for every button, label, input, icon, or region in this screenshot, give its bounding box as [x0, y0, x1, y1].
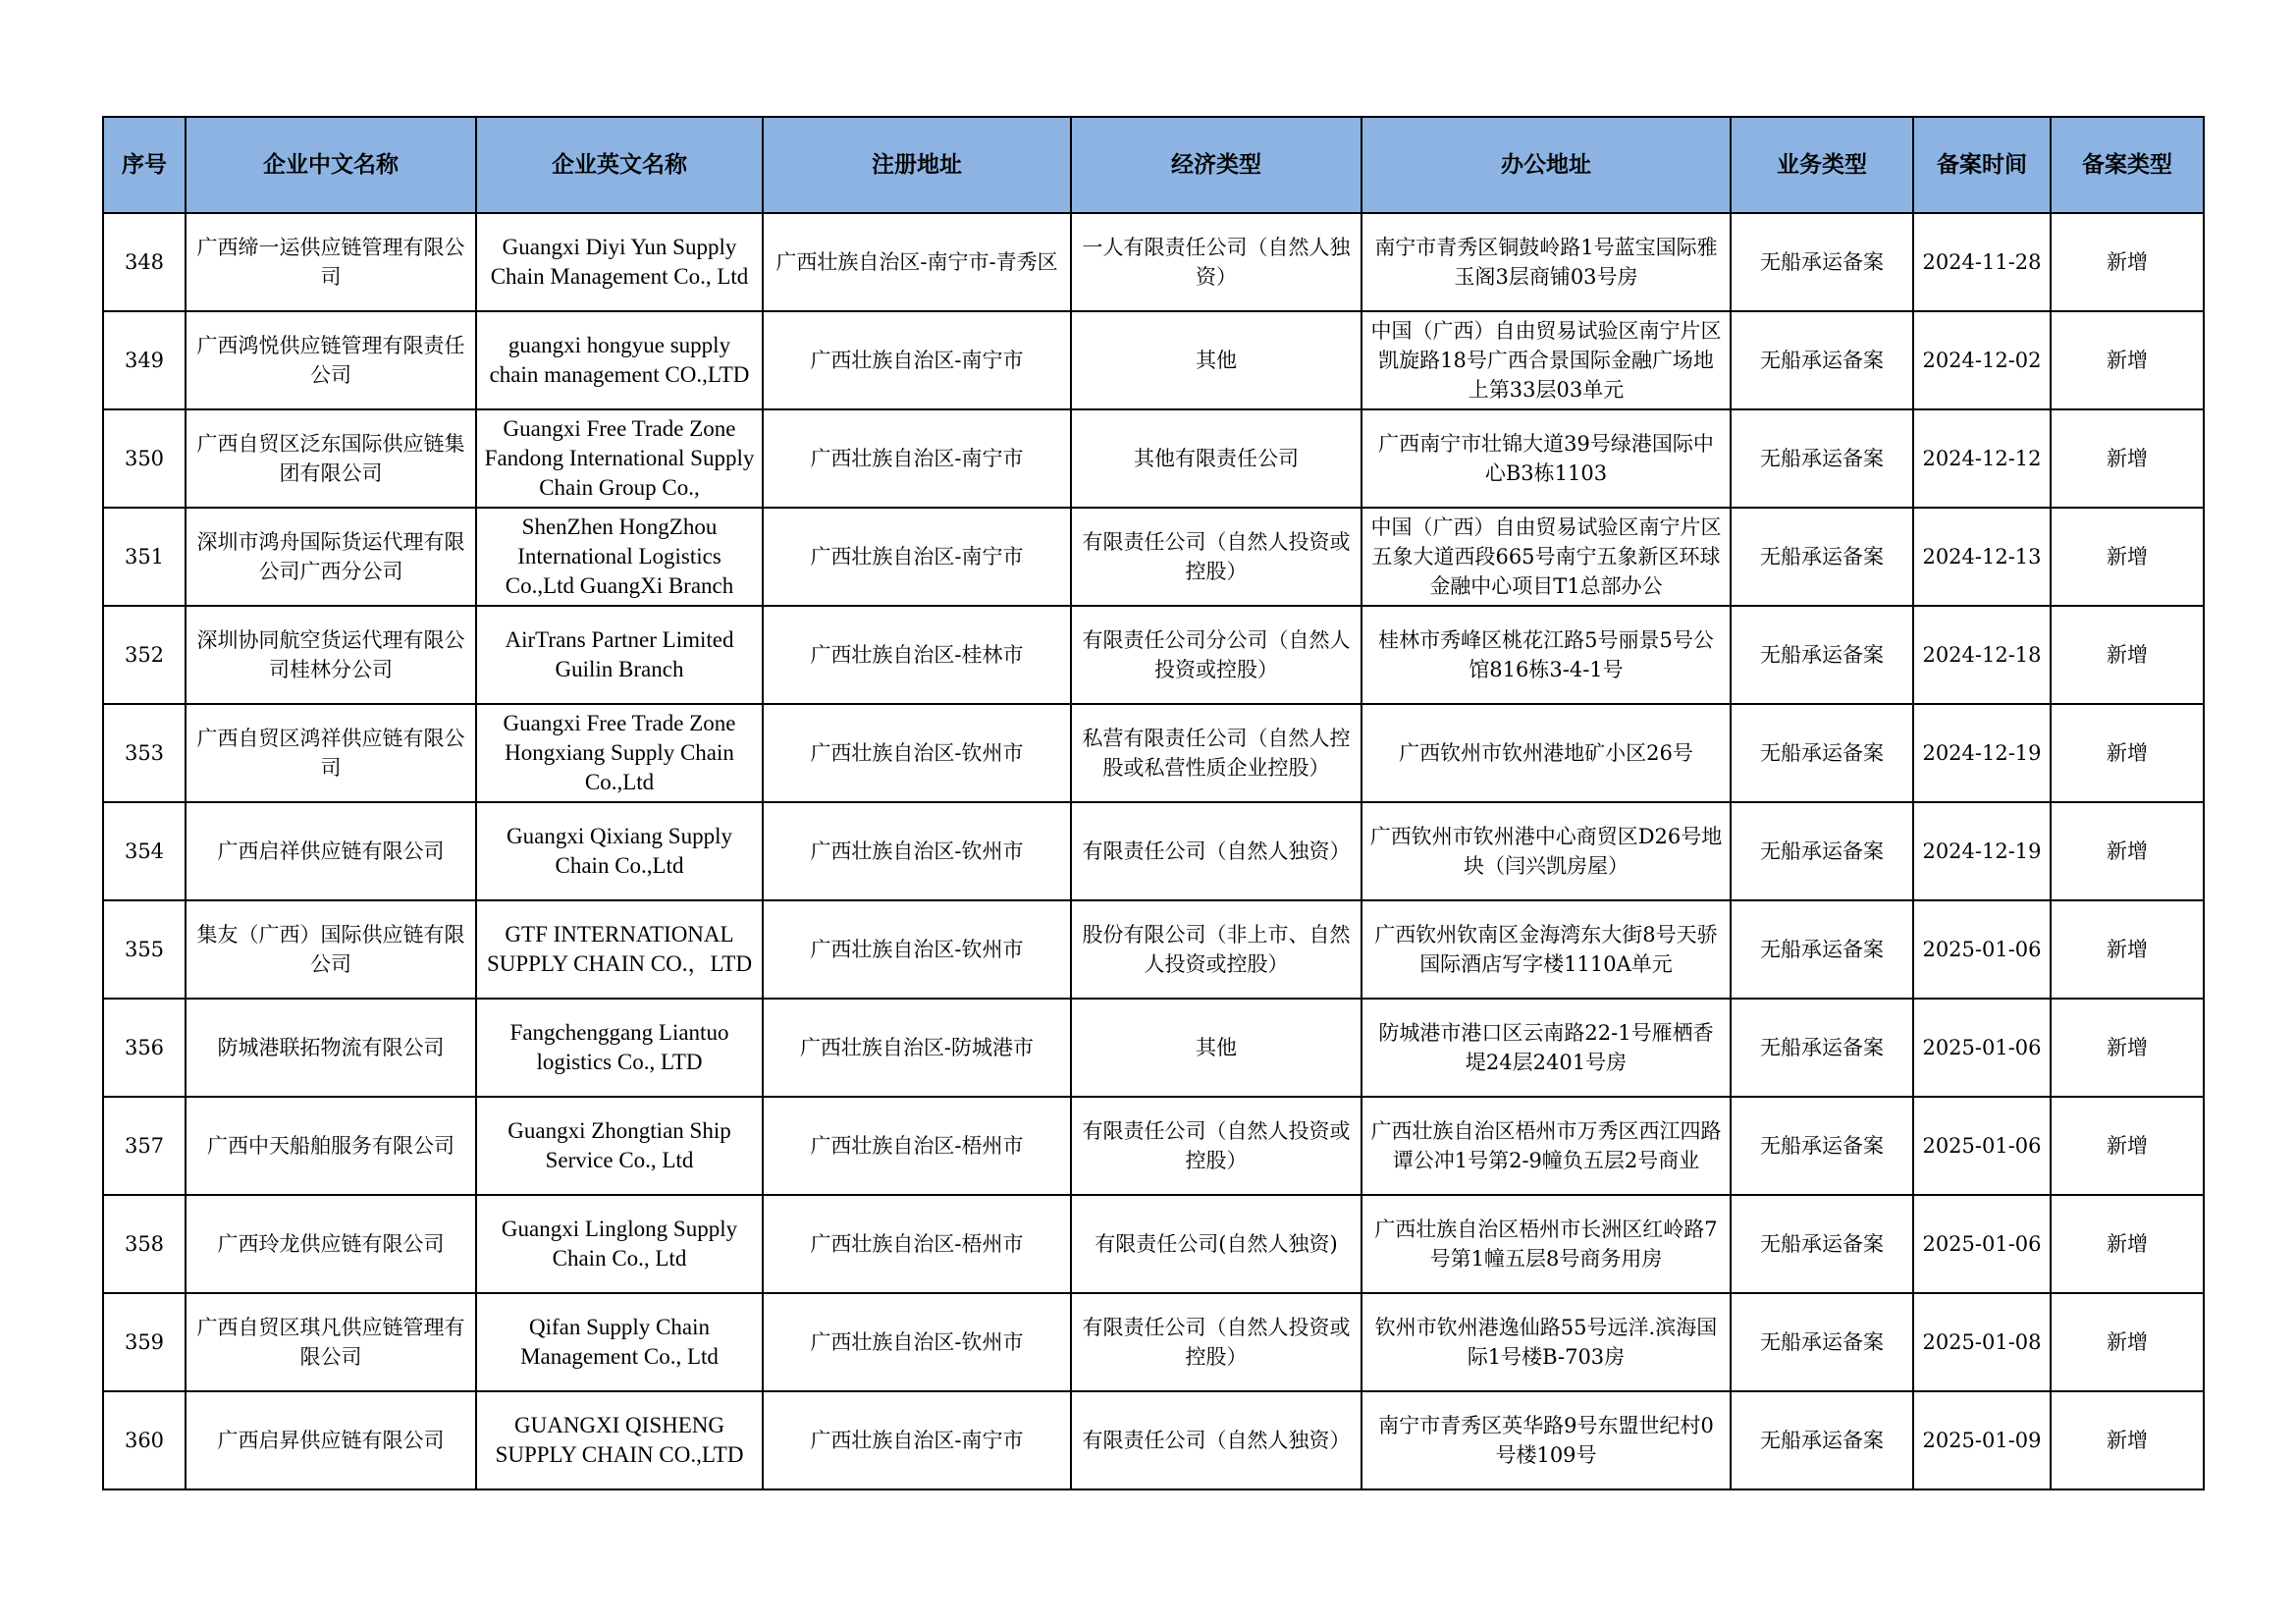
header-row — [103, 117, 2204, 213]
cell-cn-name-text: 广西鸿悦供应链管理有限责任公司 — [196, 334, 465, 387]
cell-reg-address — [763, 311, 1071, 409]
cell-index — [103, 999, 186, 1097]
cell-reg-address — [763, 999, 1071, 1097]
cell-office-address — [1362, 1195, 1731, 1293]
cell-cn-name-text: 广西自贸区鸿祥供应链有限公司 — [196, 727, 465, 780]
cell-economic-type-text: 有限责任公司（自然人投资或控股） — [1082, 1119, 1351, 1172]
cell-filing-type-text: 新增 — [2107, 741, 2148, 765]
cell-office-address — [1362, 900, 1731, 999]
cell-index — [103, 1293, 186, 1391]
cell-filing-type — [2051, 508, 2204, 606]
cell-economic-type-text: 私营有限责任公司（自然人控股或私营性质企业控股） — [1082, 727, 1351, 780]
cell-economic-type — [1071, 802, 1362, 900]
cell-office-address-text: 广西钦州市钦州港地矿小区26号 — [1399, 741, 1693, 765]
cell-filing-type-text: 新增 — [2107, 1330, 2148, 1354]
cell-index-text: 360 — [124, 1429, 165, 1452]
cell-filing-type-text: 新增 — [2107, 938, 2148, 961]
cell-reg-address-text: 广西壮族自治区-钦州市 — [810, 1330, 1024, 1354]
cell-cn-name — [186, 311, 476, 409]
cell-office-address-text: 南宁市青秀区铜鼓岭路1号蓝宝国际雅玉阁3层商铺03号房 — [1374, 236, 1718, 289]
cell-economic-type-text: 其他有限责任公司 — [1134, 447, 1299, 470]
cell-reg-address — [763, 1195, 1071, 1293]
cell-index — [103, 1391, 186, 1489]
col-header-cn-name: 企业中文名称 — [186, 117, 476, 213]
col-header-en-name: 企业英文名称 — [476, 117, 763, 213]
cell-index-text: 353 — [124, 741, 165, 765]
table-row — [103, 1195, 2204, 1293]
cell-filing-date-text: 2024-12-19 — [1922, 741, 2042, 765]
cell-business-type-text: 无船承运备案 — [1760, 839, 1884, 863]
cell-index — [103, 802, 186, 900]
cell-filing-date — [1913, 999, 2051, 1097]
cell-cn-name — [186, 409, 476, 508]
cell-economic-type-text: 有限责任公司（自然人独资） — [1082, 839, 1351, 863]
cell-filing-type — [2051, 311, 2204, 409]
cell-en-name-text: Fangchenggang Liantuo logistics Co., LTD — [509, 1020, 729, 1074]
cell-en-name-text: Guangxi Diyi Yun Supply Chain Management Co., Ltd — [490, 235, 749, 289]
cell-reg-address — [763, 508, 1071, 606]
cell-index-text: 352 — [124, 643, 165, 667]
cell-filing-date-text: 2025-01-06 — [1922, 1232, 2042, 1256]
col-header-reg-address: 注册地址 — [763, 117, 1071, 213]
cell-filing-date-text: 2025-01-06 — [1922, 1036, 2042, 1059]
cell-office-address-text: 中国（广西）自由贸易试验区南宁片区凯旋路18号广西合景国际金融广场地上第33层03单元 — [1370, 319, 1722, 402]
cell-economic-type-text: 有限责任公司(自然人独资) — [1095, 1232, 1338, 1256]
cell-filing-type — [2051, 409, 2204, 508]
cell-economic-type — [1071, 999, 1362, 1097]
cell-office-address-text: 广西钦州钦南区金海湾东大街8号天骄国际酒店写字楼1110A单元 — [1374, 923, 1718, 976]
cell-office-address-text: 钦州市钦州港逸仙路55号远洋.滨海国际1号楼B-703房 — [1374, 1316, 1718, 1369]
cell-business-type — [1731, 1195, 1913, 1293]
cell-cn-name-text: 广西自贸区琪凡供应链管理有限公司 — [196, 1316, 465, 1369]
cell-filing-date — [1913, 311, 2051, 409]
cell-filing-date — [1913, 900, 2051, 999]
table-row — [103, 1097, 2204, 1195]
cell-cn-name-text: 广西缔一运供应链管理有限公司 — [196, 236, 465, 289]
cell-en-name — [476, 606, 763, 704]
cell-filing-date-text: 2024-12-02 — [1922, 349, 2042, 372]
cell-business-type-text: 无船承运备案 — [1760, 1429, 1884, 1452]
cell-reg-address-text: 广西壮族自治区-梧州市 — [810, 1134, 1024, 1158]
cell-cn-name-text: 深圳协同航空货运代理有限公司桂林分公司 — [196, 628, 465, 681]
cell-en-name-text: ShenZhen HongZhou International Logistics Co.,Ltd GuangXi Branch — [505, 514, 734, 598]
cell-office-address — [1362, 1293, 1731, 1391]
cell-cn-name — [186, 1097, 476, 1195]
cell-filing-date-text: 2025-01-06 — [1922, 938, 2042, 961]
cell-filing-date-text: 2024-12-13 — [1922, 545, 2042, 568]
cell-cn-name-text: 广西启祥供应链有限公司 — [217, 839, 445, 863]
cell-index-text: 354 — [124, 839, 165, 863]
cell-filing-date — [1913, 704, 2051, 802]
cell-cn-name — [186, 213, 476, 311]
cell-reg-address-text: 广西壮族自治区-南宁市 — [810, 545, 1024, 568]
cell-office-address — [1362, 508, 1731, 606]
cell-economic-type — [1071, 508, 1362, 606]
cell-reg-address-text: 广西壮族自治区-钦州市 — [810, 741, 1024, 765]
cell-en-name — [476, 999, 763, 1097]
cell-business-type — [1731, 900, 1913, 999]
cell-en-name-text: Guangxi Zhongtian Ship Service Co., Ltd — [507, 1118, 731, 1172]
cell-filing-type — [2051, 1391, 2204, 1489]
cell-en-name-text: GUANGXI QISHENG SUPPLY CHAIN CO.,LTD — [495, 1413, 744, 1467]
cell-en-name-text: GTF INTERNATIONAL SUPPLY CHAIN CO.，LTD — [486, 922, 753, 976]
cell-filing-date-text: 2025-01-08 — [1922, 1330, 2042, 1354]
cell-cn-name — [186, 802, 476, 900]
cell-business-type-text: 无船承运备案 — [1760, 741, 1884, 765]
cell-en-name — [476, 704, 763, 802]
cell-reg-address — [763, 1293, 1071, 1391]
cell-economic-type — [1071, 1293, 1362, 1391]
cell-filing-date — [1913, 606, 2051, 704]
cell-business-type — [1731, 409, 1913, 508]
table-row — [103, 311, 2204, 409]
table-header — [103, 117, 2204, 213]
table-row — [103, 999, 2204, 1097]
cell-en-name-text: Qifan Supply Chain Management Co., Ltd — [520, 1315, 719, 1369]
cell-filing-type — [2051, 1293, 2204, 1391]
cell-filing-type — [2051, 999, 2204, 1097]
cell-office-address — [1362, 311, 1731, 409]
cell-business-type — [1731, 508, 1913, 606]
cell-cn-name-text: 广西玲龙供应链有限公司 — [217, 1232, 445, 1256]
cell-economic-type — [1071, 213, 1362, 311]
cell-business-type — [1731, 213, 1913, 311]
cell-reg-address — [763, 1391, 1071, 1489]
cell-cn-name — [186, 999, 476, 1097]
cell-reg-address — [763, 900, 1071, 999]
cell-en-name — [476, 311, 763, 409]
enterprise-filing-table — [102, 116, 2205, 1490]
cell-business-type-text: 无船承运备案 — [1760, 545, 1884, 568]
cell-office-address — [1362, 1097, 1731, 1195]
cell-en-name — [476, 409, 763, 508]
cell-economic-type — [1071, 1195, 1362, 1293]
cell-office-address — [1362, 409, 1731, 508]
cell-economic-type-text: 一人有限责任公司（自然人独资） — [1082, 236, 1351, 289]
cell-office-address — [1362, 704, 1731, 802]
cell-cn-name-text: 广西启昇供应链有限公司 — [217, 1429, 445, 1452]
cell-filing-date — [1913, 802, 2051, 900]
cell-cn-name — [186, 1391, 476, 1489]
cell-en-name — [476, 213, 763, 311]
cell-index-text: 351 — [124, 545, 165, 568]
cell-office-address — [1362, 213, 1731, 311]
cell-index-text: 356 — [124, 1036, 165, 1059]
cell-filing-type-text: 新增 — [2107, 643, 2148, 667]
cell-reg-address — [763, 704, 1071, 802]
cell-filing-date — [1913, 1097, 2051, 1195]
cell-reg-address — [763, 1097, 1071, 1195]
cell-reg-address-text: 广西壮族自治区-钦州市 — [810, 839, 1024, 863]
cell-en-name-text: AirTrans Partner Limited Guilin Branch — [505, 627, 734, 681]
cell-en-name-text: Guangxi Free Trade Zone Hongxiang Supply Chain Co.,Ltd — [503, 711, 736, 794]
cell-office-address-text: 广西壮族自治区梧州市万秀区西江四路谭公冲1号第2-9幢负五层2号商业 — [1370, 1119, 1722, 1172]
cell-office-address — [1362, 999, 1731, 1097]
cell-filing-date-text: 2025-01-06 — [1922, 1134, 2042, 1158]
cell-filing-date — [1913, 508, 2051, 606]
cell-business-type-text: 无船承运备案 — [1760, 447, 1884, 470]
cell-economic-type — [1071, 1391, 1362, 1489]
cell-filing-type — [2051, 606, 2204, 704]
cell-filing-type-text: 新增 — [2107, 1134, 2148, 1158]
cell-economic-type — [1071, 900, 1362, 999]
cell-reg-address-text: 广西壮族自治区-南宁市 — [810, 349, 1024, 372]
table-row — [103, 1391, 2204, 1489]
cell-cn-name-text: 深圳市鸿舟国际货运代理有限公司广西分公司 — [196, 530, 465, 583]
cell-filing-type — [2051, 802, 2204, 900]
cell-economic-type-text: 股份有限公司（非上市、自然人投资或控股） — [1082, 923, 1351, 976]
cell-office-address — [1362, 1391, 1731, 1489]
cell-index — [103, 213, 186, 311]
cell-filing-type-text: 新增 — [2107, 545, 2148, 568]
cell-index-text: 359 — [124, 1330, 165, 1354]
cell-office-address-text: 桂林市秀峰区桃花江路5号丽景5号公馆816栋3-4-1号 — [1378, 628, 1714, 681]
cell-filing-date — [1913, 1195, 2051, 1293]
cell-business-type-text: 无船承运备案 — [1760, 349, 1884, 372]
cell-filing-type — [2051, 900, 2204, 999]
table-row — [103, 606, 2204, 704]
cell-filing-date — [1913, 213, 2051, 311]
cell-filing-type — [2051, 213, 2204, 311]
cell-cn-name-text: 广西自贸区泛东国际供应链集团有限公司 — [196, 432, 465, 485]
cell-office-address-text: 广西钦州市钦州港中心商贸区D26号地块（闫兴凯房屋） — [1369, 825, 1723, 878]
cell-en-name — [476, 1195, 763, 1293]
cell-filing-date — [1913, 1293, 2051, 1391]
cell-reg-address — [763, 606, 1071, 704]
cell-filing-type — [2051, 1097, 2204, 1195]
col-header-filing-date: 备案时间 — [1913, 117, 2051, 213]
cell-index — [103, 1097, 186, 1195]
col-header-index: 序号 — [103, 117, 186, 213]
cell-business-type — [1731, 311, 1913, 409]
cell-economic-type-text: 有限责任公司（自然人独资） — [1082, 1429, 1351, 1452]
cell-business-type-text: 无船承运备案 — [1760, 1134, 1884, 1158]
cell-en-name — [476, 508, 763, 606]
cell-office-address-text: 广西壮族自治区梧州市长洲区红岭路7号第1幢五层8号商务用房 — [1374, 1218, 1718, 1271]
cell-filing-date-text: 2024-12-18 — [1922, 643, 2042, 667]
cell-filing-type-text: 新增 — [2107, 349, 2148, 372]
col-header-economic-type: 经济类型 — [1071, 117, 1362, 213]
cell-economic-type-text: 其他 — [1196, 1036, 1237, 1059]
cell-office-address-text: 广西南宁市壮锦大道39号绿港国际中心B3栋1103 — [1378, 432, 1714, 485]
cell-index-text: 355 — [124, 938, 165, 961]
cell-cn-name-text: 广西中天船舶服务有限公司 — [207, 1134, 454, 1158]
cell-cn-name — [186, 606, 476, 704]
cell-en-name — [476, 900, 763, 999]
cell-business-type-text: 无船承运备案 — [1760, 938, 1884, 961]
cell-index-text: 358 — [124, 1232, 165, 1256]
cell-index — [103, 606, 186, 704]
cell-reg-address-text: 广西壮族自治区-防城港市 — [799, 1036, 1035, 1059]
cell-business-type — [1731, 1293, 1913, 1391]
cell-filing-date-text: 2024-11-28 — [1922, 250, 2042, 274]
cell-business-type — [1731, 704, 1913, 802]
cell-index — [103, 1195, 186, 1293]
cell-index — [103, 704, 186, 802]
cell-index-text: 350 — [124, 447, 165, 470]
cell-cn-name — [186, 1195, 476, 1293]
col-header-filing-type: 备案类型 — [2051, 117, 2204, 213]
cell-reg-address-text: 广西壮族自治区-梧州市 — [810, 1232, 1024, 1256]
cell-office-address — [1362, 606, 1731, 704]
cell-reg-address-text: 广西壮族自治区-南宁市 — [810, 447, 1024, 470]
cell-reg-address — [763, 213, 1071, 311]
cell-economic-type-text: 其他 — [1196, 349, 1237, 372]
cell-filing-type — [2051, 1195, 2204, 1293]
cell-cn-name — [186, 704, 476, 802]
cell-economic-type — [1071, 606, 1362, 704]
cell-reg-address — [763, 409, 1071, 508]
cell-filing-type-text: 新增 — [2107, 839, 2148, 863]
cell-filing-date-text: 2025-01-09 — [1922, 1429, 2042, 1452]
cell-office-address — [1362, 802, 1731, 900]
cell-business-type-text: 无船承运备案 — [1760, 1330, 1884, 1354]
cell-en-name — [476, 1293, 763, 1391]
cell-economic-type — [1071, 1097, 1362, 1195]
cell-filing-type-text: 新增 — [2107, 1036, 2148, 1059]
cell-office-address-text: 南宁市青秀区英华路9号东盟世纪村0号楼109号 — [1378, 1414, 1714, 1467]
cell-business-type — [1731, 999, 1913, 1097]
cell-filing-date-text: 2024-12-19 — [1922, 839, 2042, 863]
cell-business-type — [1731, 802, 1913, 900]
cell-office-address-text: 中国（广西）自由贸易试验区南宁片区五象大道西段665号南宁五象新区环球金融中心项目T1总部办公 — [1370, 515, 1722, 598]
cell-en-name-text: Guangxi Free Trade Zone Fandong International Supply Chain Group Co., — [484, 416, 755, 500]
cell-filing-type-text: 新增 — [2107, 447, 2148, 470]
cell-index — [103, 508, 186, 606]
table-row — [103, 409, 2204, 508]
cell-reg-address-text: 广西壮族自治区-钦州市 — [810, 938, 1024, 961]
cell-index-text: 357 — [124, 1134, 165, 1158]
cell-economic-type — [1071, 409, 1362, 508]
cell-economic-type-text: 有限责任公司（自然人投资或控股） — [1082, 530, 1351, 583]
cell-en-name — [476, 1391, 763, 1489]
cell-economic-type-text: 有限责任公司（自然人投资或控股） — [1082, 1316, 1351, 1369]
cell-business-type — [1731, 1097, 1913, 1195]
cell-filing-type-text: 新增 — [2107, 1429, 2148, 1452]
cell-index — [103, 409, 186, 508]
cell-index-text: 349 — [124, 349, 165, 372]
cell-economic-type — [1071, 311, 1362, 409]
cell-index — [103, 900, 186, 999]
table-row — [103, 802, 2204, 900]
cell-filing-type-text: 新增 — [2107, 1232, 2148, 1256]
cell-en-name — [476, 1097, 763, 1195]
cell-business-type-text: 无船承运备案 — [1760, 1232, 1884, 1256]
cell-business-type-text: 无船承运备案 — [1760, 1036, 1884, 1059]
cell-cn-name — [186, 508, 476, 606]
cell-business-type-text: 无船承运备案 — [1760, 643, 1884, 667]
cell-reg-address-text: 广西壮族自治区-南宁市-青秀区 — [775, 250, 1058, 274]
cell-cn-name — [186, 900, 476, 999]
cell-en-name-text: Guangxi Linglong Supply Chain Co., Ltd — [501, 1217, 738, 1271]
cell-reg-address — [763, 802, 1071, 900]
cell-cn-name-text: 防城港联拓物流有限公司 — [217, 1036, 445, 1059]
cell-reg-address-text: 广西壮族自治区-桂林市 — [810, 643, 1024, 667]
cell-business-type — [1731, 606, 1913, 704]
cell-filing-type-text: 新增 — [2107, 250, 2148, 274]
cell-cn-name-text: 集友（广西）国际供应链有限公司 — [196, 923, 465, 976]
col-header-business-type: 业务类型 — [1731, 117, 1913, 213]
cell-index-text: 348 — [124, 250, 165, 274]
cell-business-type-text: 无船承运备案 — [1760, 250, 1884, 274]
col-header-office-address: 办公地址 — [1362, 117, 1731, 213]
cell-en-name — [476, 802, 763, 900]
cell-filing-date — [1913, 1391, 2051, 1489]
table-row — [103, 900, 2204, 999]
cell-filing-date-text: 2024-12-12 — [1922, 447, 2042, 470]
cell-index — [103, 311, 186, 409]
cell-filing-type — [2051, 704, 2204, 802]
cell-economic-type-text: 有限责任公司分公司（自然人投资或控股） — [1082, 628, 1351, 681]
cell-economic-type — [1071, 704, 1362, 802]
cell-en-name-text: guangxi hongyue supply chain management CO.,LTD — [489, 333, 750, 387]
cell-reg-address-text: 广西壮族自治区-南宁市 — [810, 1429, 1024, 1452]
table-row — [103, 704, 2204, 802]
table-row — [103, 508, 2204, 606]
cell-en-name-text: Guangxi Qixiang Supply Chain Co.,Ltd — [507, 824, 732, 878]
cell-cn-name — [186, 1293, 476, 1391]
cell-filing-date — [1913, 409, 2051, 508]
table-row — [103, 213, 2204, 311]
cell-office-address-text: 防城港市港口区云南路22-1号雁栖香堤24层2401号房 — [1378, 1021, 1714, 1074]
table-body — [103, 213, 2204, 1489]
cell-business-type — [1731, 1391, 1913, 1489]
table-row — [103, 1293, 2204, 1391]
